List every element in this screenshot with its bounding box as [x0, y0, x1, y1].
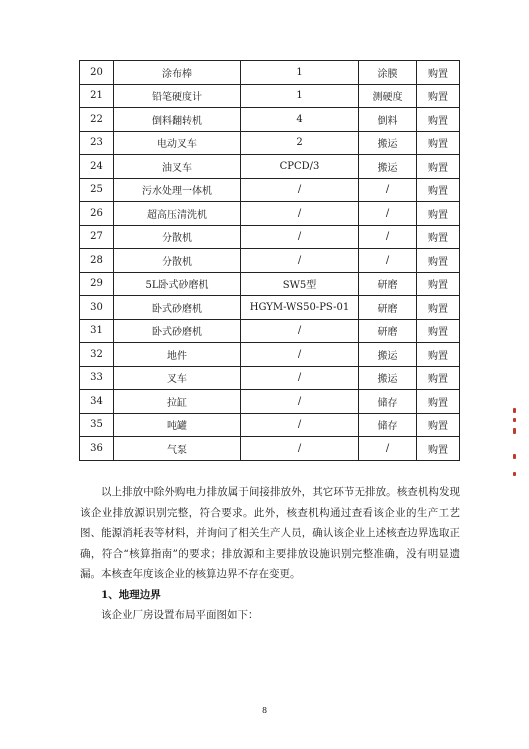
source-cell: 购置	[417, 366, 460, 390]
purpose-cell: 搬运	[359, 366, 417, 390]
row-number-cell: 32	[80, 343, 114, 367]
model-cell: 1	[241, 84, 359, 108]
model-cell: /	[241, 319, 359, 343]
purpose-cell: 储存	[359, 390, 417, 414]
row-number-cell: 23	[80, 131, 114, 155]
equipment-name-cell: 卧式砂磨机	[114, 319, 241, 343]
row-number-cell: 20	[80, 61, 114, 85]
purpose-cell: 搬运	[359, 131, 417, 155]
row-number-cell: 34	[80, 390, 114, 414]
model-cell: /	[241, 178, 359, 202]
margin-mark	[513, 428, 516, 434]
source-cell: 购置	[417, 272, 460, 296]
model-cell: 4	[241, 108, 359, 132]
model-cell: /	[241, 437, 359, 461]
model-cell: /	[241, 343, 359, 367]
source-cell: 购置	[417, 155, 460, 179]
source-cell: 购置	[417, 61, 460, 85]
row-number-cell: 35	[80, 413, 114, 437]
source-cell: 购置	[417, 178, 460, 202]
equipment-name-cell: 5L卧式砂磨机	[114, 272, 241, 296]
purpose-cell: 研磨	[359, 272, 417, 296]
purpose-cell: /	[359, 249, 417, 273]
purpose-cell: 研磨	[359, 319, 417, 343]
model-cell: /	[241, 202, 359, 226]
equipment-name-cell: 分散机	[114, 249, 241, 273]
equipment-name-cell: 超高压清洗机	[114, 202, 241, 226]
table-row	[80, 390, 460, 414]
model-cell: SW5型	[241, 272, 359, 296]
row-number-cell: 33	[80, 366, 114, 390]
table-row	[80, 437, 460, 461]
margin-mark	[513, 454, 516, 459]
table-row	[80, 296, 460, 320]
row-number-cell: 22	[80, 108, 114, 132]
source-cell: 购置	[417, 413, 460, 437]
source-cell: 购置	[417, 131, 460, 155]
source-cell: 购置	[417, 249, 460, 273]
model-cell: /	[241, 366, 359, 390]
model-cell: /	[241, 225, 359, 249]
equipment-name-cell: 拉缸	[114, 390, 241, 414]
boundary-change-paragraph: 本核查年度该企业的核算边界不存在变更。	[101, 568, 301, 580]
equipment-name-cell: 涂布棒	[114, 61, 241, 85]
equipment-name-cell: 地件	[114, 343, 241, 367]
table-row	[80, 319, 460, 343]
purpose-cell: 涂膜	[359, 61, 417, 85]
row-number-cell: 24	[80, 155, 114, 179]
model-cell: /	[241, 390, 359, 414]
table-row	[80, 249, 460, 273]
row-number-cell: 21	[80, 84, 114, 108]
equipment-table	[79, 60, 460, 461]
purpose-cell: 倒料	[359, 108, 417, 132]
source-cell: 购置	[417, 319, 460, 343]
source-cell: 购置	[417, 296, 460, 320]
table-row	[80, 413, 460, 437]
model-cell: HGYM-WS50-PS-01	[241, 296, 359, 320]
table-row	[80, 131, 460, 155]
equipment-name-cell: 电动叉车	[114, 131, 241, 155]
purpose-cell: 搬运	[359, 343, 417, 367]
purpose-cell: 研磨	[359, 296, 417, 320]
equipment-table-body	[80, 61, 460, 461]
table-row	[80, 155, 460, 179]
layout-intro-paragraph: 该企业厂房设置布局平面图如下：	[101, 609, 259, 621]
row-number-cell: 25	[80, 178, 114, 202]
model-cell: 1	[241, 61, 359, 85]
table-row	[80, 108, 460, 132]
section-heading: 1、地理边界	[101, 589, 161, 601]
equipment-name-cell: 倒料翻转机	[114, 108, 241, 132]
equipment-name-cell: 卧式砂磨机	[114, 296, 241, 320]
purpose-cell: 搬运	[359, 155, 417, 179]
table-row	[80, 225, 460, 249]
source-cell: 购置	[417, 390, 460, 414]
row-number-cell: 26	[80, 202, 114, 226]
table-row	[80, 272, 460, 296]
purpose-cell: /	[359, 225, 417, 249]
row-number-cell: 36	[80, 437, 114, 461]
source-cell: 购置	[417, 108, 460, 132]
row-number-cell: 27	[80, 225, 114, 249]
source-cell: 购置	[417, 84, 460, 108]
purpose-cell: /	[359, 437, 417, 461]
margin-mark	[513, 472, 516, 476]
model-cell: CPCD/3	[241, 155, 359, 179]
row-number-cell: 31	[80, 319, 114, 343]
equipment-name-cell: 吨罐	[114, 413, 241, 437]
purpose-cell: 储存	[359, 413, 417, 437]
equipment-name-cell: 铅笔硬度计	[114, 84, 241, 108]
model-cell: /	[241, 413, 359, 437]
table-row	[80, 84, 460, 108]
page-number: 8	[261, 706, 268, 715]
margin-mark	[513, 418, 516, 422]
row-number-cell: 29	[80, 272, 114, 296]
row-number-cell: 28	[80, 249, 114, 273]
margin-mark	[513, 408, 516, 413]
table-row	[80, 366, 460, 390]
boundary-paragraph: 以上排放中除外购电力排放属于间接排放外，其它环节无排放。核查机构发现该企业排放源识别完整，符合要求。此外，核查机构通过查看该企业的生产工艺图、能源消耗表等材料，并询问了相关生产人员，确认该企业上述核查边界选取正确，符合“核算指南”的要求；排放源和主要排放设施识别完整准确，没有明显遗漏。	[80, 486, 460, 580]
source-cell: 购置	[417, 202, 460, 226]
model-cell: /	[241, 249, 359, 273]
purpose-cell: /	[359, 202, 417, 226]
purpose-cell: /	[359, 178, 417, 202]
equipment-name-cell: 气泵	[114, 437, 241, 461]
equipment-name-cell: 污水处理一体机	[114, 178, 241, 202]
table-row	[80, 178, 460, 202]
equipment-name-cell: 油叉车	[114, 155, 241, 179]
source-cell: 购置	[417, 343, 460, 367]
table-row	[80, 61, 460, 85]
source-cell: 购置	[417, 225, 460, 249]
model-cell: 2	[241, 131, 359, 155]
table-row	[80, 202, 460, 226]
table-row	[80, 343, 460, 367]
equipment-name-cell: 分散机	[114, 225, 241, 249]
row-number-cell: 30	[80, 296, 114, 320]
source-cell: 购置	[417, 437, 460, 461]
equipment-name-cell: 叉车	[114, 366, 241, 390]
purpose-cell: 测硬度	[359, 84, 417, 108]
